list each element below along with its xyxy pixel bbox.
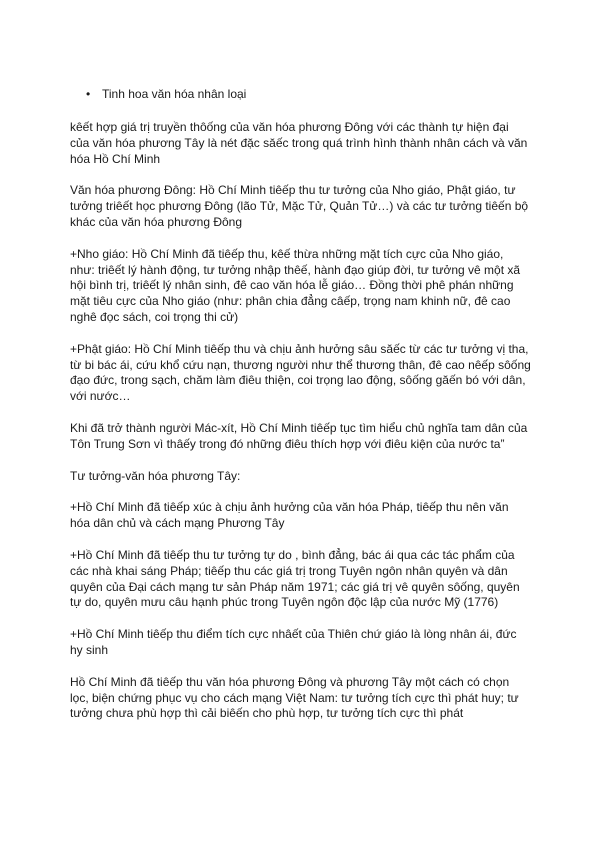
paragraph-western-heading: Tư tưởng-văn hóa phương Tây: [70, 468, 241, 483]
paragraph-three-principles: Khi đã trở thành người Mác-xít, Hồ Chí Minh tiêếp tục tìm hiểu chủ nghĩa tam dân của Tôn Trung Sơn vì thâếy trong đó những điêu thích hợp với điêu kiện của nước ta” [70, 420, 528, 451]
paragraph-intro: kêết hợp giá trị truyền thôống của văn hóa phương Đông với các thành tự hiện đại của văn hóa phương Tây là nét đặc săếc trong quá trình hình thành nhân cách và văn hóa Hồ Chí Minh [70, 120, 528, 166]
paragraph-conclusion: Hồ Chí Minh đã tiêếp thu văn hóa phương Đông và phương Tây một cách có chọn lọc, biện chứng phục vụ cho cách mạng Việt Nam: tư tưởng tích cực thì phát huy; tư tưởng chưa phù hợp thì cải biêến cho phù hợp, tư tưởng tích cực thì phát [70, 674, 519, 721]
paragraph-french-culture: +Hồ Chí Minh đã tiêếp xúc à chịu ảnh hưởng của văn hóa Pháp, tiêếp thu nên văn hóa dân chủ và cách mạng Phương Tây [70, 500, 509, 531]
paragraph-eastern-culture: Văn hóa phương Đông: Hồ Chí Minh tiêếp thu tư tưởng của Nho giáo, Phật giáo, tư tưởng triêết học phương Đông (lão Tử, Mặc Tử, Quản Tử…) và các tư tưởng tiêến bộ khác của văn hóa phương Đông [70, 183, 529, 229]
paragraph-buddhism: +Phật giáo: Hồ Chí Minh tiêếp thu và chịu ảnh hưởng sâu săếc từ các tư tưởng vị tha, từ bi bác ái, cứu khổ cứu nạn, thương người như thể thương thân, đê cao nêếp sôống đạo đức, trong sạch, chăm làm điêu thiện, coi trọng lao động, sôống găến bó với dân, với nước… [70, 341, 531, 404]
paragraph-christianity: +Hồ Chí Minh tiêếp thu điểm tích cực nhâết của Thiên chứ giáo là lòng nhân ái, đức hy sinh [70, 627, 517, 657]
bullet-text: Tinh hoa văn hóa nhân loại [102, 87, 247, 101]
paragraph-liberty-equality: +Hồ Chí Minh đã tiêếp thu tư tưởng tự do , bình đẳng, bác ái qua các tác phẩm của các nhà khai sáng Pháp; tiêếp thu các giá trị trong Tuyên ngôn nhân quyên và dân quyên của Đại cách mạng tư sản Pháp năm 1971; các giá trị vê quyên sôống, quyên tự do, quyên mưu câu hạnh phúc trong Tuyên ngôn độc lập của nước Mỹ (1776) [70, 547, 520, 610]
bullet-marker: • [86, 87, 91, 101]
bullet-item [86, 86, 531, 103]
paragraph-confucianism: +Nho giáo: Hồ Chí Minh đã tiêếp thu, kêế thừa những mặt tích cực của Nho giáo, như: triêết lý hành động, tư tưởng nhập thêế, hành đạo giúp đời, tư tưởng vê một xã hội bình trị, triêết lý nhân sinh, đê cao văn hóa lễ giáo… Đồng thời phê phán những mặt tiêu cực của Nho giáo (như: phân chia đẳng câếp, trọng nam khinh nữ, đê cao nghê đọc sách, coi trọng thi cử) [70, 246, 521, 324]
